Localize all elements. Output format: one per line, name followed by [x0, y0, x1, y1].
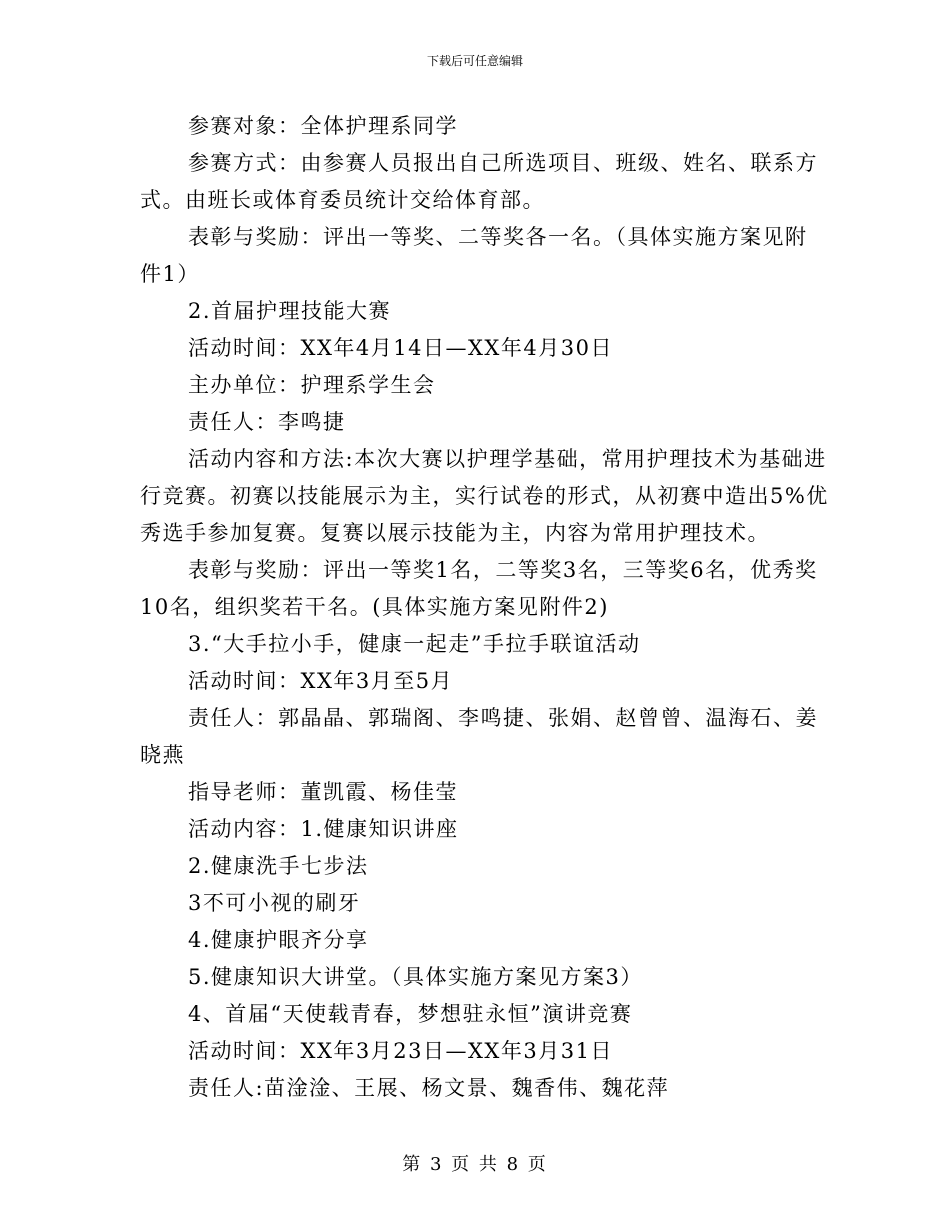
text-line-awards-cont: 件1）	[140, 262, 200, 286]
text-line-activity-content: 活动内容：1.健康知识讲座	[188, 817, 459, 841]
text-line-awards: 表彰与奖励：评出一等奖、二等奖各一名。（具体实施方案见附	[188, 225, 808, 249]
text-line-responsible-person: 责任人：李鸣捷	[188, 410, 346, 434]
list-item-lecture-hall: 5.健康知识大讲堂。（具体实施方案见方案3）	[188, 965, 643, 989]
text-line-activity-time-3: 活动时间：XX年3月23日—XX年3月31日	[188, 1039, 613, 1063]
section-heading-hand-in-hand: 3.“大手拉小手，健康一起走”手拉手联谊活动	[188, 632, 641, 656]
list-item-eye-care: 4.健康护眼齐分享	[188, 928, 369, 952]
text-line-responsible-persons: 责任人：郭晶晶、郭瑞阁、李鸣捷、张娟、赵曾曾、温海石、姜	[188, 706, 818, 730]
page-number-footer: 第 3 页 共 8 页	[402, 1154, 548, 1175]
text-line-entry-method: 参赛方式：由参赛人员报出自己所选项目、班级、姓名、联系方	[188, 151, 818, 175]
text-line-content-method-cont-1: 行竞赛。初赛以技能展示为主，实行试卷的形式，从初赛中造出5%优	[140, 484, 829, 508]
text-line-activity-time: 活动时间：XX年4月14日—XX年4月30日	[188, 336, 613, 360]
page-header-note: 下载后可任意编辑	[426, 54, 523, 68]
text-line-advisors: 指导老师：董凯霞、杨佳莹	[188, 780, 458, 804]
text-line-content-method-cont-2: 秀选手参加复赛。复赛以展示技能为主，内容为常用护理技术。	[140, 521, 770, 545]
text-line-entry-method-cont: 式。由班长或体育委员统计交给体育部。	[140, 188, 545, 212]
section-heading-nursing-contest: 2.首届护理技能大赛	[188, 299, 392, 323]
section-heading-speech-contest: 4、首届“天使载青春，梦想驻永恒”演讲竞赛	[188, 1002, 633, 1026]
text-line-awards-2: 表彰与奖励：评出一等奖1名，二等奖3名，三等奖6名，优秀奖	[188, 558, 818, 582]
text-line-content-method: 活动内容和方法:本次大赛以护理学基础，常用护理技术为基础进	[188, 447, 827, 471]
text-line-activity-time-2: 活动时间：XX年3月至5月	[188, 669, 454, 693]
text-line-organizer: 主办单位：护理系学生会	[188, 373, 436, 397]
text-line-participants: 参赛对象：全体护理系同学	[188, 114, 458, 138]
text-line-responsible-persons-2: 责任人:苗淦淦、王展、杨文景、魏香伟、魏花萍	[188, 1076, 670, 1100]
text-line-awards-2-cont: 10名，组织奖若干名。(具体实施方案见附件2)	[140, 595, 609, 619]
document-body	[140, 108, 829, 1107]
list-item-handwashing: 2.健康洗手七步法	[188, 854, 369, 878]
list-item-brushing: 3不可小视的刷牙	[188, 891, 361, 915]
text-line-responsible-persons-cont: 晓燕	[140, 743, 185, 767]
